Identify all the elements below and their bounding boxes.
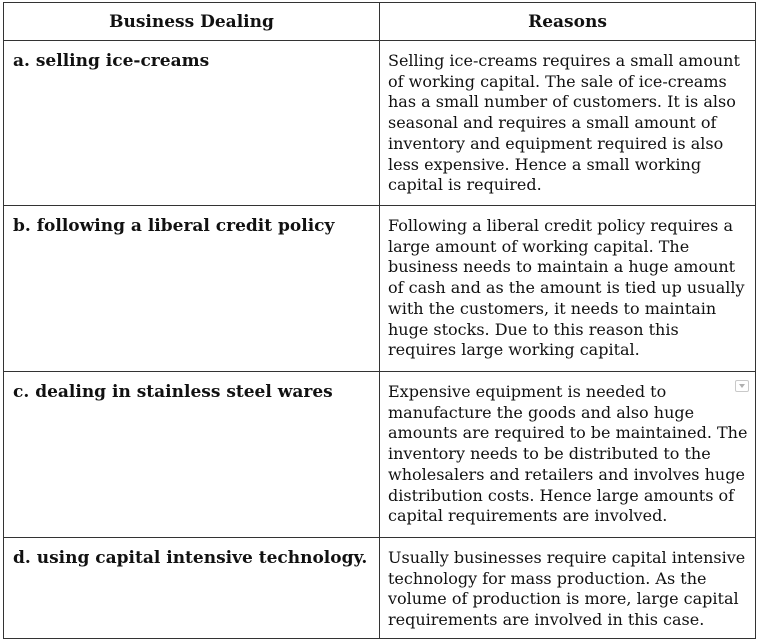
- table-row: [4, 372, 756, 538]
- table-header-row: [4, 3, 756, 41]
- header-reasons: Reasons: [380, 3, 756, 41]
- reason-cell[interactable]: Usually businesses require capital intensive technology for mass production. As the volume of production is more, large capital requirements are involved in this case.: [380, 538, 756, 639]
- business-dealing-table: [3, 2, 756, 639]
- table-row: [4, 538, 756, 639]
- reason-cell[interactable]: Selling ice-creams requires a small amount of working capital. The sale of ice-creams has a small number of customers. It is also seasonal and requires a small amount of inventory and equipment required is also less expensive. Hence a small working capital is required.: [380, 41, 756, 206]
- dealing-cell: c. dealing in stainless steel wares: [4, 372, 380, 538]
- dropdown-toggle-icon[interactable]: [735, 380, 749, 392]
- reason-text: Expensive equipment is needed to manufacture the goods and also huge amounts are required to be maintained. The inventory needs to be distributed to the wholesalers and retailers and involves huge distribution costs. Hence large amounts of capital requirements are involved.: [388, 382, 748, 526]
- header-business-dealing: Business Dealing: [4, 3, 380, 41]
- table-row: [4, 41, 756, 206]
- reason-cell[interactable]: Following a liberal credit policy requires a large amount of working capital. The business needs to maintain a huge amount of cash and as the amount is tied up usually with the customers, it needs to maintain huge stocks. Due to this reason this requires large working capital.: [380, 206, 756, 372]
- dealing-cell: a. selling ice-creams: [4, 41, 380, 206]
- dealing-cell: b. following a liberal credit policy: [4, 206, 380, 372]
- dealing-cell: d. using capital intensive technology.: [4, 538, 380, 639]
- table-row: [4, 206, 756, 372]
- reason-cell[interactable]: [380, 372, 756, 538]
